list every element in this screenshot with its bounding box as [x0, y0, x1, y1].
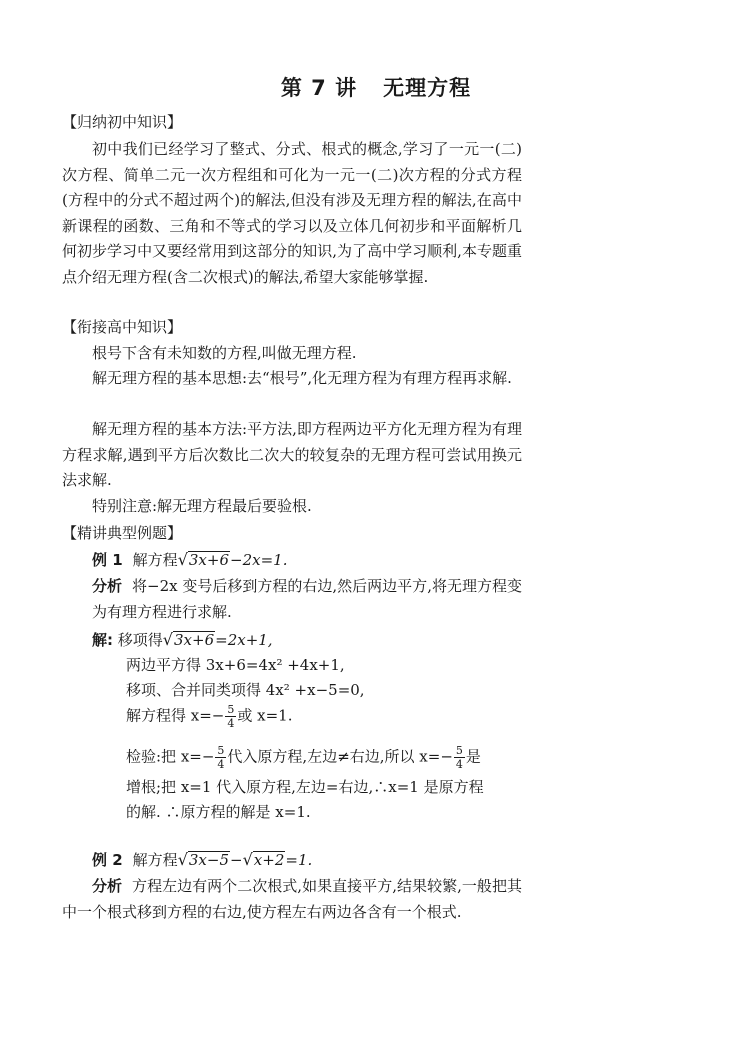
radical: x+2	[253, 851, 285, 869]
analysis-label: 分析	[92, 577, 123, 595]
check-line3: 的解. ∴原方程的解是 x=1.	[126, 803, 311, 821]
solution-step1: 解: 移项得√3x+6=2x+1,	[92, 630, 273, 649]
solution-label: 解:	[92, 631, 113, 649]
section-heading-examples: 【精讲典型例题】	[62, 524, 183, 542]
section-heading-senior: 【衔接高中知识】	[62, 318, 183, 336]
example2-statement: 例 2 解方程√3x−5−√x+2=1.	[92, 850, 313, 869]
basic-idea-paragraph: 解无理方程的基本思想:去“根号”,化无理方程为有理方程再求解.	[92, 369, 512, 387]
intro-paragraph: 初中我们已经学习了整式、分式、根式的概念,学习了一元一(二)次方程、简单二元一次方程组和可化为一元一(二)次方程的分式方程(方程中的分式不超过两个)的解法,但没有涉及无理方程的解法,在高中新课程的函数、三角和不等式的学习以及立体几何初步和平面解析几何初步学习中又要经常用到这部分的知识,为了高中学习顺利,本专题重点介绍无理方程(含二次根式)的解法,希望大家能够掌握.	[62, 140, 522, 286]
example1-analysis: 分析 将−2x 变号后移到方程的右边,然后两边平方,将无理方程变为有理方程进行求解.	[92, 577, 522, 621]
lecture-topic: 无理方程	[383, 76, 472, 100]
fraction: $\frac{5}{4}$	[217, 744, 225, 771]
solution-step2: 两边平方得 3x+6=4x² +4x+1,	[126, 656, 345, 674]
radical: 3x+6	[174, 631, 215, 649]
check-line1: 检验:把 x=− $\frac{5}{4}$ 代入原方程,左边≠右边,所以 x=− $\frac{5}{4}$ 是	[126, 744, 481, 771]
radical: 3x−5	[188, 851, 230, 869]
fraction: $\frac{5}{4}$	[455, 744, 463, 771]
basic-method-paragraph: 解无理方程的基本方法:平方法,即方程两边平方化无理方程为有理方程求解,遇到平方后次数比二次大的较复杂的无理方程可尝试用换元法求解.	[62, 420, 522, 489]
definition-paragraph: 根号下含有未知数的方程,叫做无理方程.	[92, 344, 357, 362]
example2-label: 例 2	[92, 851, 123, 869]
section-heading-junior: 【归纳初中知识】	[62, 113, 183, 131]
example1-statement: 例 1 解方程√3x+6−2x=1.	[92, 550, 288, 569]
check-line2: 增根;把 x=1 代入原方程,左边=右边,∴x=1 是原方程	[126, 778, 484, 796]
page-title	[0, 72, 752, 102]
example2-analysis: 分析 方程左边有两个二次根式,如果直接平方,结果较繁,一般把其中一个根式移到方程的右边,使方程左右两边各含有一个根式.	[62, 877, 522, 921]
fraction: $\frac{5}{4}$	[227, 703, 235, 730]
lecture-number: 第 7 讲	[280, 76, 358, 100]
example1-label: 例 1	[92, 551, 123, 569]
note-paragraph: 特别注意:解无理方程最后要验根.	[92, 497, 312, 515]
radical: 3x+6	[188, 551, 230, 569]
solution-step4: 解方程得 x=− $\frac{5}{4}$ 或 x=1.	[126, 703, 293, 730]
analysis-label: 分析	[92, 877, 123, 895]
solution-step3: 移项、合并同类项得 4x² +x−5=0,	[126, 681, 365, 699]
